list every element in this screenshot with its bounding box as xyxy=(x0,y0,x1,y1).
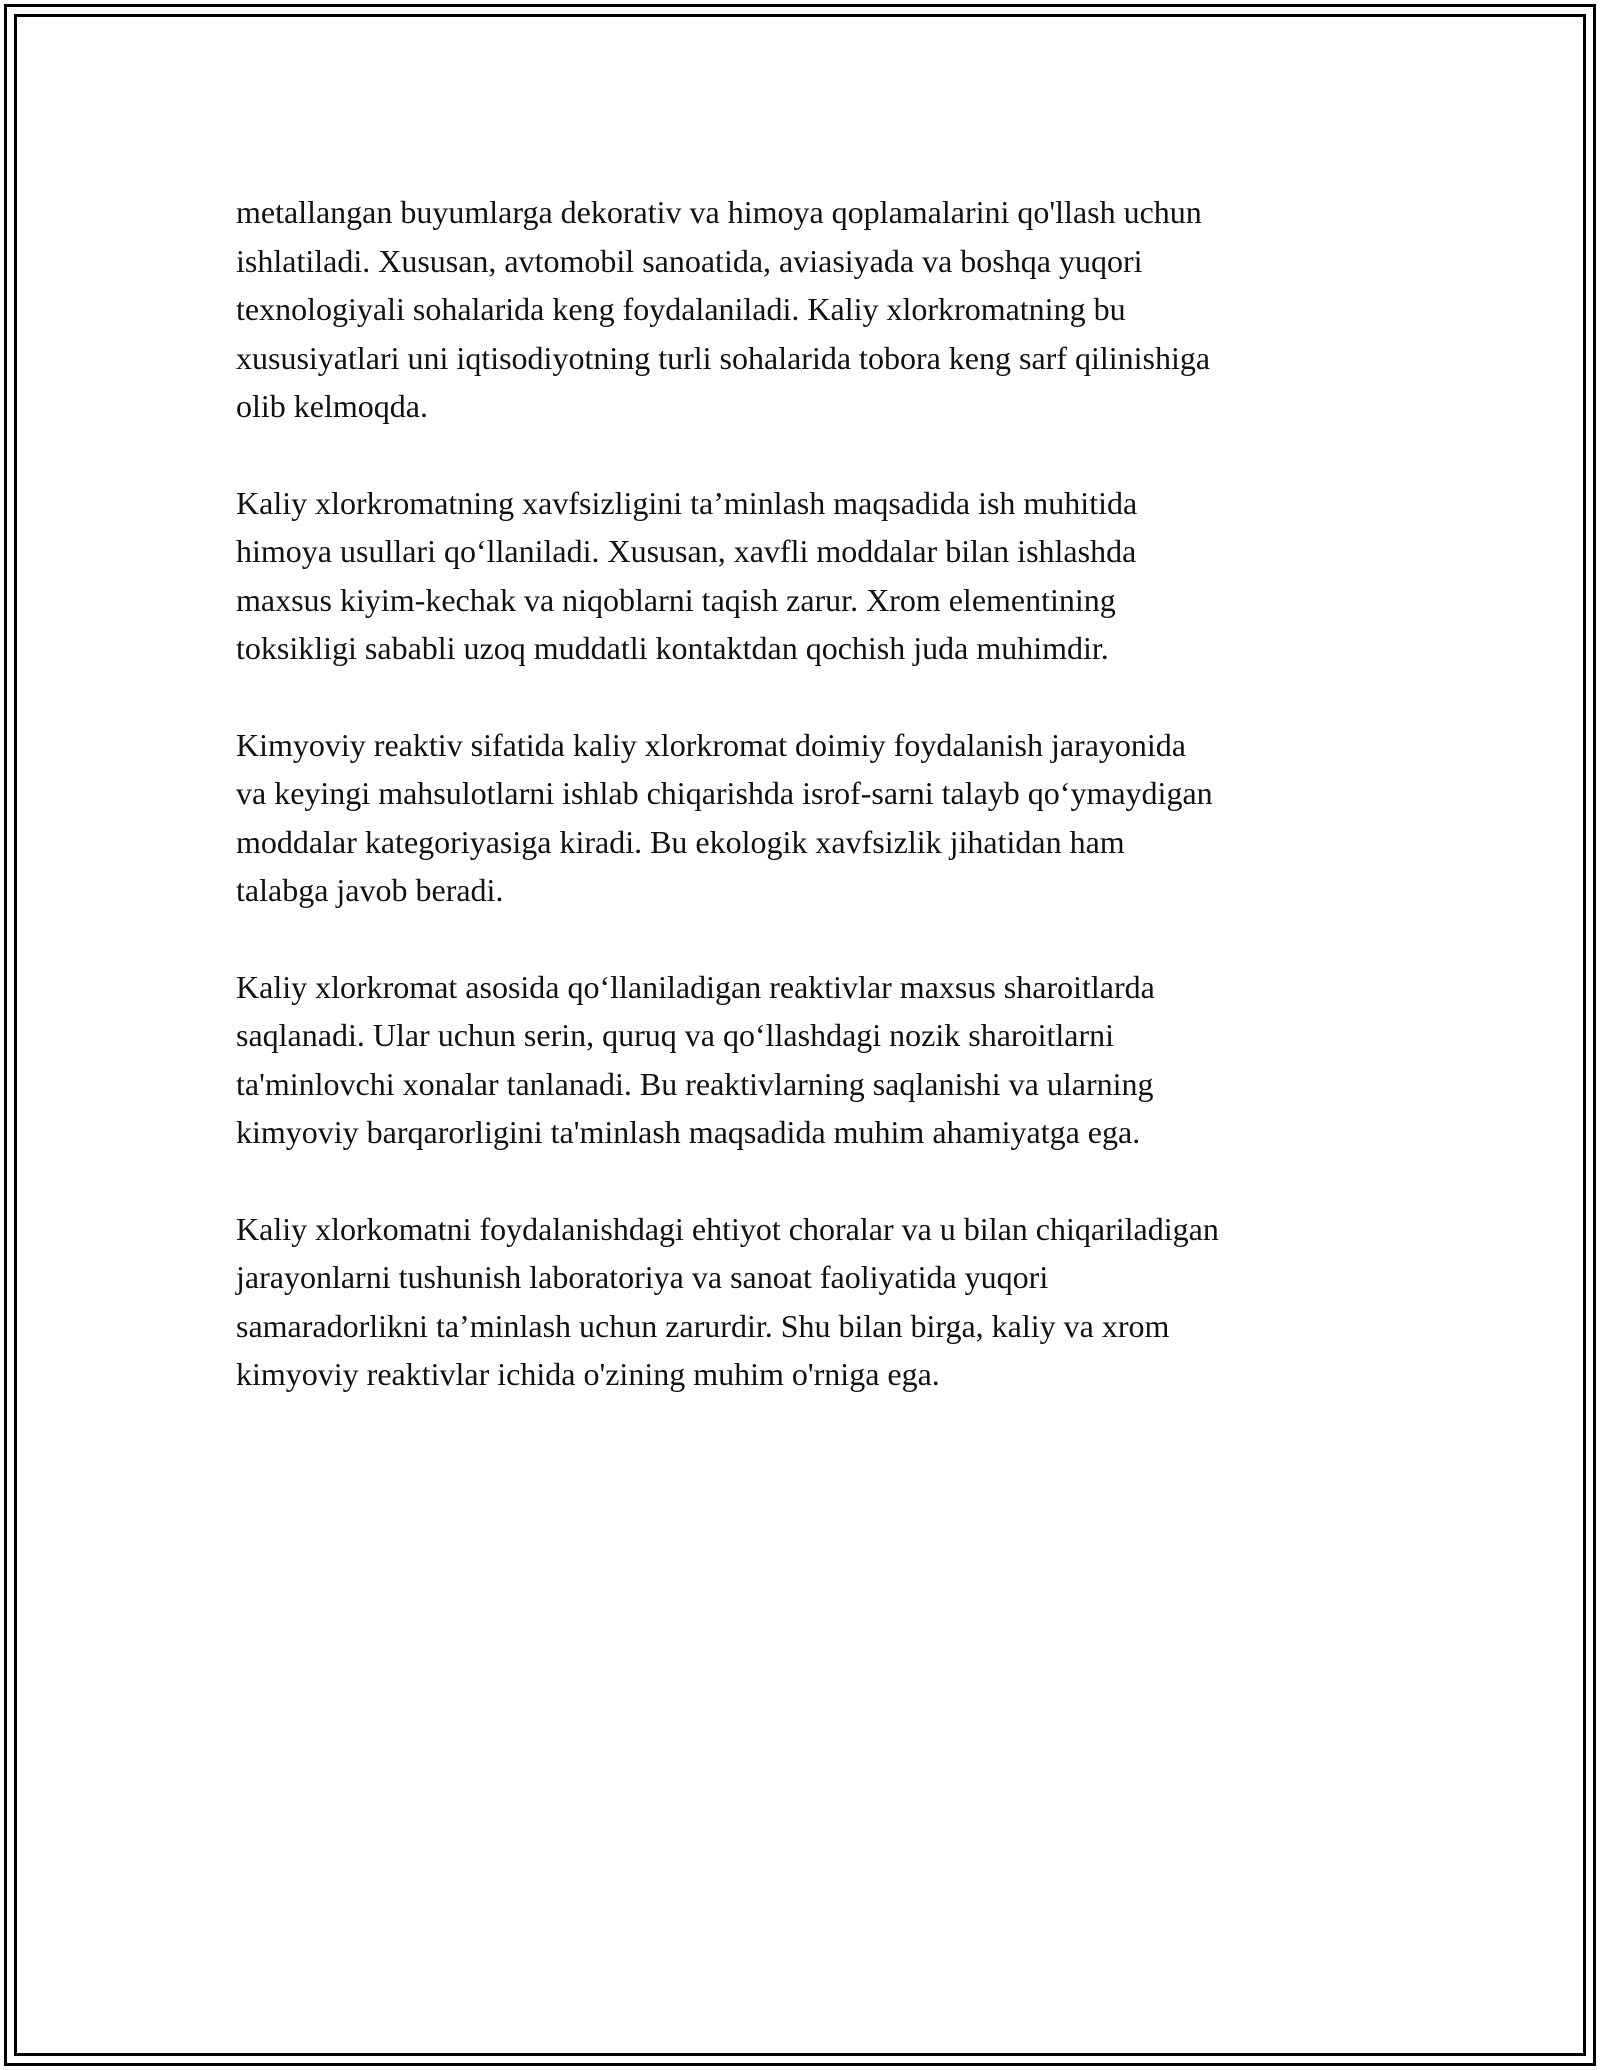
text-line: saqlanadi. Ular uchun serin, quruq va qo‘llashdagi nozik sharoitlarni xyxy=(236,1017,1114,1053)
text-line: toksikligi sababli uzoq muddatli kontaktdan qochish juda muhimdir. xyxy=(236,630,1109,666)
text-line: moddalar kategoriyasiga kiradi. Bu ekologik xavfsizlik jihatidan ham xyxy=(236,823,1125,860)
text-line: himoya usullari qo‘llaniladi. Xususan, xavfli moddalar bilan ishlashda xyxy=(236,533,1137,569)
paragraph-1 xyxy=(236,188,1376,431)
text-line: Kaliy xlorkromat asosida qo‘llaniladigan reaktivlar maxsus sharoitlarda xyxy=(236,968,1155,1005)
text-line: jarayonlarni tushunish laboratoriya va sanoat faoliyatida yuqori xyxy=(236,1259,1049,1295)
text-line: maxsus kiyim-kechak va niqoblarni taqish zarur. Xrom elementining xyxy=(236,581,1116,618)
text-line: Kimyoviy reaktiv sifatida kaliy xlorkromat doimiy foydalanish jarayonida xyxy=(236,726,1186,763)
text-line: kimyoviy reaktivlar ichida o'zining muhim o'rniga ega. xyxy=(236,1356,940,1392)
text-line: xususiyatlari uni iqtisodiyotning turli sohalarida tobora keng sarf qilinishiga xyxy=(236,339,1211,376)
text-line: va keyingi mahsulotlarni ishlab chiqarishda isrof-sarni talayb qo‘ymaydigan xyxy=(236,775,1213,811)
paragraph-2 xyxy=(236,479,1376,673)
text-line: olib kelmoqda. xyxy=(236,388,428,424)
text-line: kimyoviy barqarorligini ta'minlash maqsadida muhim ahamiyatga ega. xyxy=(236,1114,1141,1150)
text-line: Kaliy xlorkromatning xavfsizligini ta’minlash maqsadida ish muhitida xyxy=(236,484,1138,521)
paragraph-4 xyxy=(236,963,1376,1157)
paragraph-3 xyxy=(236,721,1376,915)
text-line: talabga javob beradi. xyxy=(236,872,504,908)
text-line: samaradorlikni ta’minlash uchun zarurdir. Shu bilan birga, kaliy va xrom xyxy=(236,1307,1170,1344)
document-body xyxy=(236,188,1376,1447)
text-line: ishlatiladi. Xususan, avtomobil sanoatida, aviasiyada va boshqa yuqori xyxy=(236,242,1143,279)
paragraph-5 xyxy=(236,1205,1376,1399)
text-line: metallangan buyumlarga dekorativ va himoya qoplamalarini qo'llash uchun xyxy=(236,194,1202,230)
text-line: ta'minlovchi xonalar tanlanadi. Bu reaktivlarning saqlanishi va ularning xyxy=(236,1065,1154,1102)
text-line: Kaliy xlorkomatni foydalanishdagi ehtiyot choralar va u bilan chiqariladigan xyxy=(236,1210,1219,1247)
text-line: texnologiyali sohalarida keng foydalaniladi. Kaliy xlorkromatning bu xyxy=(236,291,1126,327)
